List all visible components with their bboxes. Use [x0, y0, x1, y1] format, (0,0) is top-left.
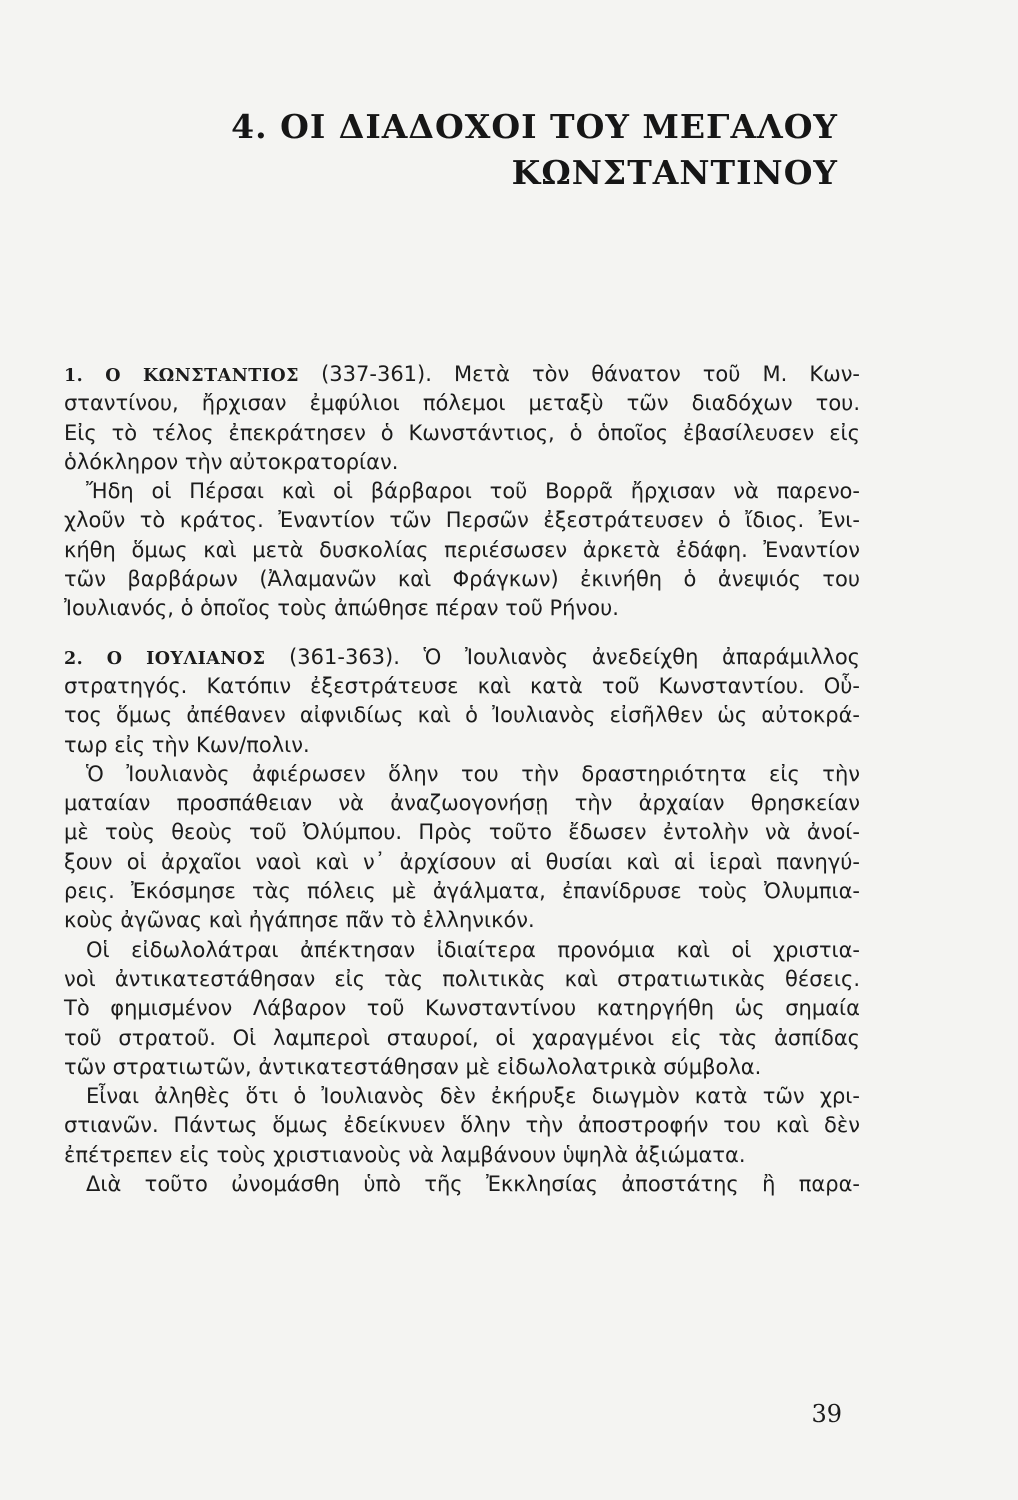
text-line: Τὸ φημισμένον Λάβαρον τοῦ Κωνσταντίνου κατηργήθη ὡς σημαία — [64, 996, 860, 1021]
text-line: 1. Ο ΚΩΝΣΤΑΝΤΙΟΣ (337-361). Μετὰ τὸν θάνατον τοῦ Μ. Κων- — [64, 362, 861, 386]
page-number: 39 — [811, 1400, 842, 1428]
text-line: Ἰουλιανός, ὁ ὁποῖος τοὺς ἀπώθησε πέραν τοῦ Ρήνου. — [64, 596, 619, 621]
text-line: τωρ εἰς τὴν Κων/πολιν. — [64, 732, 310, 757]
text-line: κοὺς ἀγῶνας καὶ ἠγάπησε πᾶν τὸ ἑλληνικόν. — [64, 908, 535, 933]
chapter-title — [231, 104, 838, 196]
text-line: τοῦ στρατοῦ. Οἱ λαμπεροὶ σταυροί, οἱ χαραγμένοι εἰς τὰς ἀσπίδας — [64, 1025, 860, 1050]
text-line: ματαίαν προσπάθειαν νὰ ἀναζωογονήσῃ τὴν ἀρχαίαν θρησκείαν — [64, 791, 860, 816]
text-line: Ἤδη οἱ Πέρσαι καὶ οἱ βάρβαροι τοῦ Βορρᾶ ἤρχισαν νὰ παρενο- — [86, 479, 860, 504]
text-line: ξουν οἱ ἀρχαῖοι ναοὶ καὶ ν᾽ ἀρχίσουν αἱ θυσίαι καὶ αἱ ἱεραὶ πανηγύ- — [64, 849, 860, 874]
text-line: Οἱ εἰδωλολάτραι ἀπέκτησαν ἰδιαίτερα προνόμια καὶ οἱ χριστια- — [86, 937, 860, 962]
text-line: στιανῶν. Πάντως ὅμως ἐδείκνυεν ὅλην τὴν ἀποστροφήν του καὶ δὲν — [64, 1113, 860, 1138]
chapter-title-line-1: 4. ΟΙ ΔΙΑΔΟΧΟΙ ΤΟΥ ΜΕΓΑΛΟΥ — [231, 107, 838, 146]
text-line: Διὰ τοῦτο ὠνομάσθη ὑπὸ τῆς Ἐκκλησίας ἀποστάτης ἢ παρα- — [86, 1172, 860, 1197]
chapter-title-line-2: ΚΩΝΣΤΑΝΤΙΝΟΥ — [511, 153, 838, 192]
text-line: χλοῦν τὸ κράτος. Ἐναντίον τῶν Περσῶν ἐξεστράτευσεν ὁ ἴδιος. Ἐνι- — [64, 508, 860, 533]
text-line: Εἰς τὸ τέλος ἐπεκράτησεν ὁ Κωνστάντιος, ὁ ὁποῖος ἐβασίλευσεν εἰς — [64, 420, 860, 445]
text-line: Εἶναι ἀληθὲς ὅτι ὁ Ἰουλιανὸς δὲν ἐκήρυξε διωγμὸν κατὰ τῶν χρι- — [86, 1084, 860, 1109]
section-heading-konstantios: 1. Ο ΚΩΝΣΤΑΝΤΙΟΣ — [64, 366, 300, 386]
text-line: 2. Ο ΙΟΥΛΙΑΝΟΣ (361-363). Ὁ Ἰουλιανὸς ἀνεδείχθη ἀπαράμιλλος — [64, 644, 861, 669]
text-line: νοὶ ἀντικατεστάθησαν εἰς τὰς πολιτικὰς καὶ στρατιωτικὰς θέσεις. — [64, 966, 860, 991]
text-line: τῶν βαρβάρων (Ἀλαμανῶν καὶ Φράγκων) ἐκινήθη ὁ ἀνεψιός του — [64, 567, 860, 592]
page-body — [64, 360, 860, 1199]
text-line: σταντίνου, ἤρχισαν ἐμφύλιοι πόλεμοι μεταξὺ τῶν διαδόχων του. — [64, 391, 860, 416]
text-line: τῶν στρατιωτῶν, ἀντικατεστάθησαν μὲ εἰδωλολατρικὰ σύμβολα. — [64, 1054, 762, 1079]
section-heading-ioulianos: 2. Ο ΙΟΥΛΙΑΝΟΣ — [64, 648, 266, 669]
text-line: ὁλόκληρον τὴν αὐτοκρατορίαν. — [64, 449, 399, 474]
text-line: κήθη ὅμως καὶ μετὰ δυσκολίας περιέσωσεν ἀρκετὰ ἐδάφη. Ἐναντίον — [64, 537, 860, 562]
text-line: ρεις. Ἐκόσμησε τὰς πόλεις μὲ ἀγάλματα, ἐπανίδρυσε τοὺς Ὀλυμπια- — [64, 879, 860, 904]
text-line: Ὁ Ἰουλιανὸς ἀφιέρωσεν ὅλην του τὴν δραστηριότητα εἰς τὴν — [86, 761, 860, 786]
text-line: τος ὅμως ἀπέθανεν αἰφνιδίως καὶ ὁ Ἰουλιανὸς εἰσῆλθεν ὡς αὐτοκρά- — [64, 703, 860, 728]
text-line: μὲ τοὺς θεοὺς τοῦ Ὀλύμπου. Πρὸς τοῦτο ἔδωσεν ἐντολὴν νὰ ἀνοί- — [64, 820, 860, 845]
text-line: ἐπέτρεπεν εἰς τοὺς χριστιανοὺς νὰ λαμβάνουν ὑψηλὰ ἀξιώματα. — [64, 1142, 746, 1167]
text-line: στρατηγός. Κατόπιν ἐξεστράτευσε καὶ κατὰ τοῦ Κωνσταντίου. Οὗ- — [64, 673, 860, 698]
